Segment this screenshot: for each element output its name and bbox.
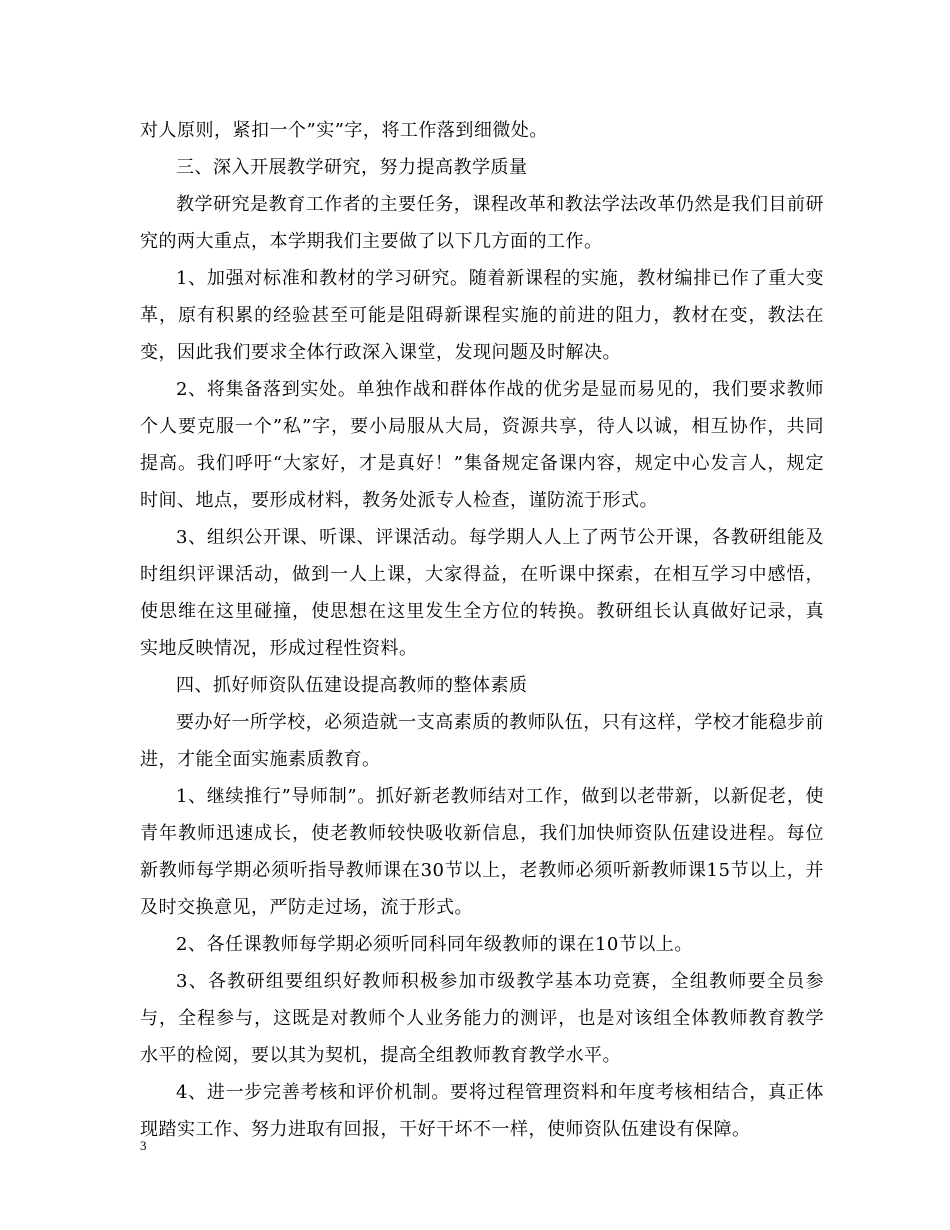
section-heading-3: 三、深入开展教学研究，努力提高教学质量 (176, 157, 528, 178)
paragraph-research-item-3: 3、组织公开课、听课、评课活动。每学期人人上了两节公开课，各教研组能及时组织评课活动，做到一人上课，大家得益，在听课中探索，在相互学习中感悟，使思维在这里碰撞，使思想在这里发生全方位的转换。教研组长认真做好记录，真实地反映情况，形成过程性资料。 (140, 527, 824, 659)
page-number: 3 (140, 1138, 147, 1153)
section-heading-4: 四、抓好师资队伍建设提高教师的整体素质 (176, 675, 528, 696)
paragraph-teachers-item-4: 4、进一步完善考核和评价机制。要将过程管理资料和年度考核相结合，真正体现踏实工作、努力进取有回报，干好干坏不一样，使师资队伍建设有保障。 (140, 1082, 824, 1140)
paragraph-research-item-2: 2、将集备落到实处。单独作战和群体作战的优劣是显而易见的，我们要求教师个人要克服一个”私”字，要小局服从大局，资源共享，待人以诚，相互协作，共同提高。我们呼吁“大家好，才是真好！”集备规定备课内容，规定中心发言人，规定时间、地点，要形成材料，教务处派专人检查，谨防流于形式。 (140, 379, 824, 511)
paragraph-teachers-item-3: 3、各教研组要组织好教师积极参加市级教学基本功竞赛，全组教师要全员参与，全程参与，这既是对教师个人业务能力的测评，也是对该组全体教师教育教学水平的检阅，要以其为契机，提高全组教师教育教学水平。 (140, 971, 824, 1066)
paragraph-teachers-item-2: 2、各任课教师每学期必须听同科同年级教师的课在10节以上。 (176, 934, 693, 955)
paragraph-research-intro: 教学研究是教育工作者的主要任务，课程改革和教法学法改革仍然是我们目前研究的两大重点，本学期我们主要做了以下几方面的工作。 (140, 194, 824, 252)
paragraph-teachers-item-1: 1、继续推行”导师制”。抓好新老教师结对工作，做到以老带新，以新促老，使青年教师迅速成长，使老教师较快吸收新信息，我们加快师资队伍建设进程。每位新教师每学期必须听指导教师课在30节以上，老教师必须听新教师课15节以上，并及时交换意见，严防走过场，流于形式。 (140, 786, 824, 918)
paragraph-continuation: 对人原则，紧扣一个”实”字，将工作落到细微处。 (140, 120, 548, 141)
paragraph-teachers-intro: 要办好一所学校，必须造就一支高素质的教师队伍，只有这样，学校才能稳步前进，才能全面实施素质教育。 (140, 712, 824, 770)
paragraph-research-item-1: 1、加强对标准和教材的学习研究。随着新课程的实施，教材编排已作了重大变革，原有积累的经验甚至可能是阻碍新课程实施的前进的阻力，教材在变，教法在变，因此我们要求全体行政深入课堂，发现问题及时解决。 (140, 268, 824, 363)
document-body (140, 112, 824, 1148)
